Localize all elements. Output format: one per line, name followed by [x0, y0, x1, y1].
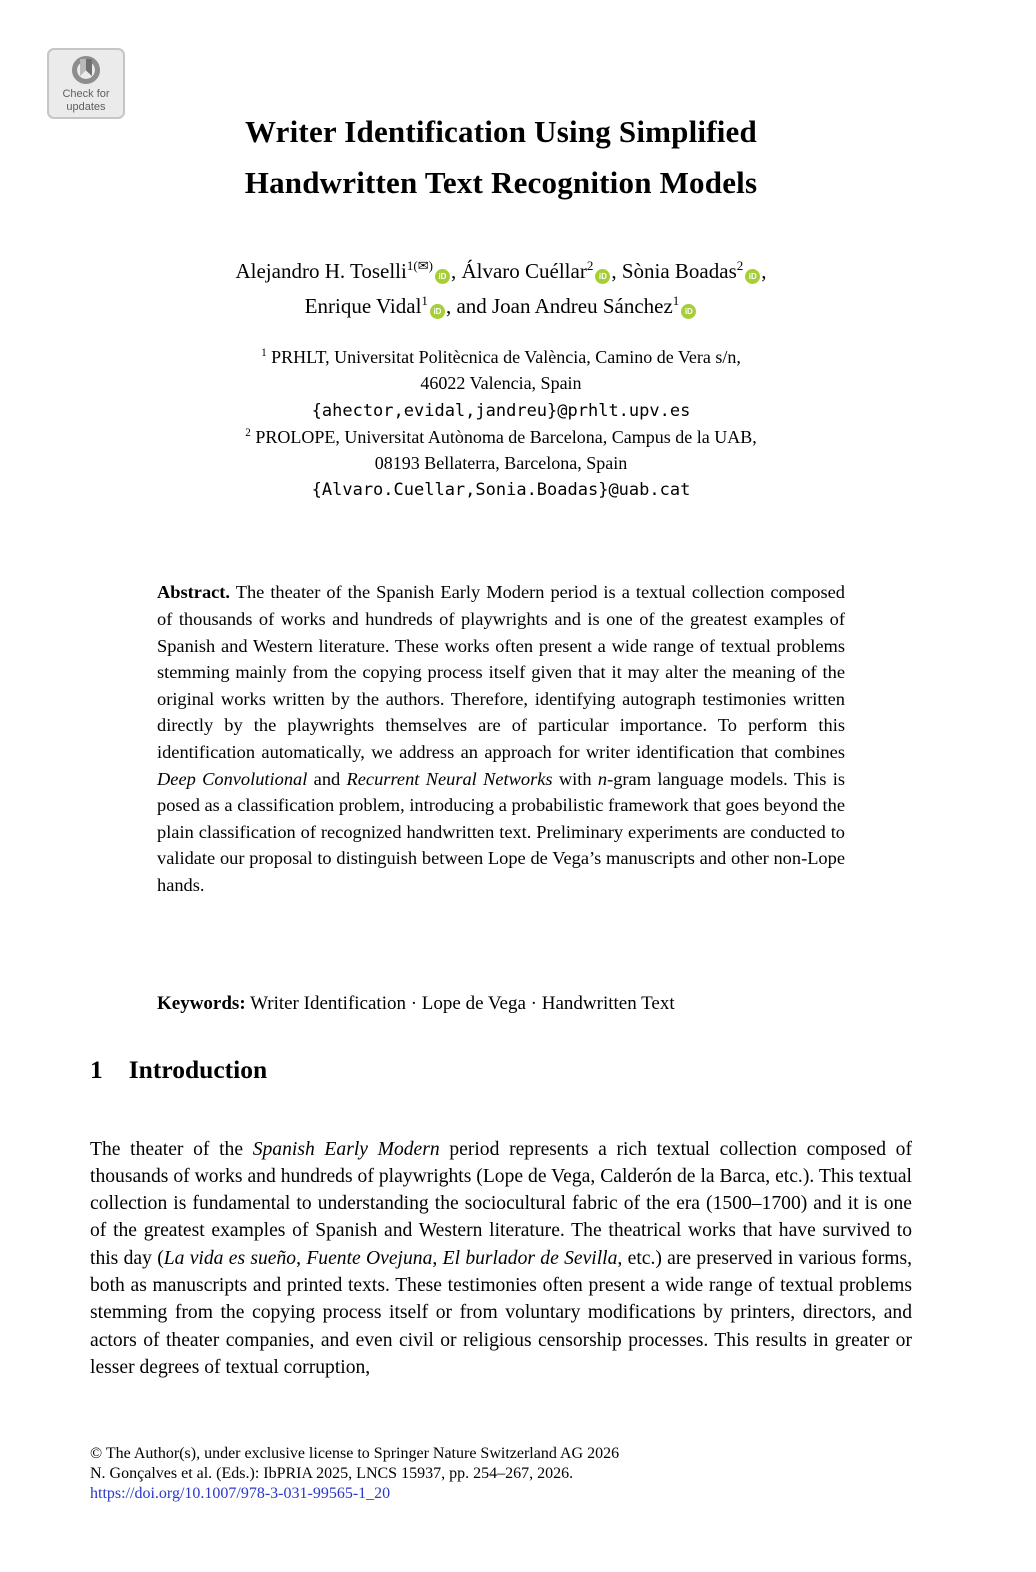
paper-title-line1: Writer Identification Using Simplified: [245, 114, 757, 149]
paper-title: [90, 106, 912, 208]
section-1-heading: [90, 1055, 912, 1085]
affiliation-2-line1: $^2$ PROLOPE, Universitat Autònoma de Barcelona, Campus de la UAB,: [245, 426, 757, 447]
affiliation-1-line1: $^1$ PRHLT, Universitat Politècnica de València, Camino de Vera s/n,: [261, 347, 741, 367]
orcid-icon[interactable]: iD: [435, 269, 450, 284]
orcid-icon[interactable]: iD: [681, 304, 696, 319]
author-list: [70, 254, 932, 324]
affiliation-1-line2: 46022 Valencia, Spain: [420, 373, 582, 394]
affiliation-2-line2: 08193 Bellaterra, Barcelona, Spain: [374, 453, 628, 474]
author-line2: Enrique Vidal$^1$iD , and Joan Andreu Sánchez$^1$iD: [70, 289, 932, 324]
section-title: Introduction: [128, 1055, 268, 1084]
orcid-icon[interactable]: iD: [745, 269, 760, 284]
section-number: 1: [90, 1055, 103, 1084]
editors-line: N. Gonçalves et al. (Eds.): IbPRIA 2025, LNCS 15937, pp. 254–267, 2026.: [90, 1465, 574, 1482]
orcid-icon[interactable]: iD: [595, 269, 610, 284]
affiliation-2-email: {Alvaro.Cuellar,Sonia.Boadas}@uab.cat: [311, 480, 691, 501]
orcid-icon[interactable]: iD: [430, 304, 445, 319]
intro-paragraph: The theater of the Spanish Early Modern period represents a rich textual collection composed of thousands of works and hundreds of playwrights (Lope de Vega, Calderón de la Barca, etc.). This textual collection is fundamental to understanding the sociocultural fabric of the era (1500–1700) and it is one of the greatest examples of Spanish and Western literature. The theatrical works that have survived to this day (La vida es sueño, Fuente Ovejuna, El burlador de Sevilla, etc.) are preserved in various forms, both as manuscripts and printed texts. These testimonies often present a wide range of textual problems stemming from the copying process itself or from voluntary modifications by printers, directors, and actors of theater companies, and even civil or religious censorship processes. This results in greater or lesser degrees of textual corruption,: [90, 1138, 913, 1378]
affiliations-block: [90, 344, 912, 504]
footer-block: [90, 1444, 912, 1504]
paper-title-line2: Handwritten Text Recognition Models: [244, 165, 758, 200]
badge-label-line1: Check for: [62, 88, 110, 100]
doi-link[interactable]: https://doi.org/10.1007/978-3-031-99565-1_20: [90, 1485, 391, 1502]
copyright-line: © The Author(s), under exclusive license to Springer Nature Switzerland AG 2026: [90, 1445, 620, 1462]
author-line1: Alejandro H. Toselli$^{1(✉)}$iD , Álvaro Cuéllar$^2$iD , Sònia Boadas$^2$iD ,: [235, 258, 767, 283]
badge-label-line2: updates: [66, 100, 106, 113]
keywords-line: Keywords: Writer Identification · Lope de Vega · Handwritten Text: [157, 993, 675, 1014]
affiliation-1-email: {ahector,evidal,jandreu}@prhlt.upv.es: [311, 400, 691, 421]
abstract-paragraph: Abstract. The theater of the Spanish Early Modern period is a textual collection composed of thousands of works and hundreds of playwrights and is one of the greatest examples of Spanish and Western literature. These works often present a wide range of textual problems stemming mainly from the copying process itself given that it may alter the meaning of the original works written by the authors. Therefore, identifying autograph testimonies written directly by the playwrights themselves are of particular importance. To perform this identification automatically, we address an approach for writer identification that combines Deep Convolutional and Recurrent Neural Networks with n-gram language models. This is posed as a classification problem, introducing a probabilistic framework that goes beyond the plain classification of recognized handwritten text. Preliminary experiments are conducted to validate our proposal to distinguish between Lope de Vega’s manuscripts and other non-Lope hands.: [157, 582, 845, 895]
crossmark-icon: [69, 53, 103, 87]
